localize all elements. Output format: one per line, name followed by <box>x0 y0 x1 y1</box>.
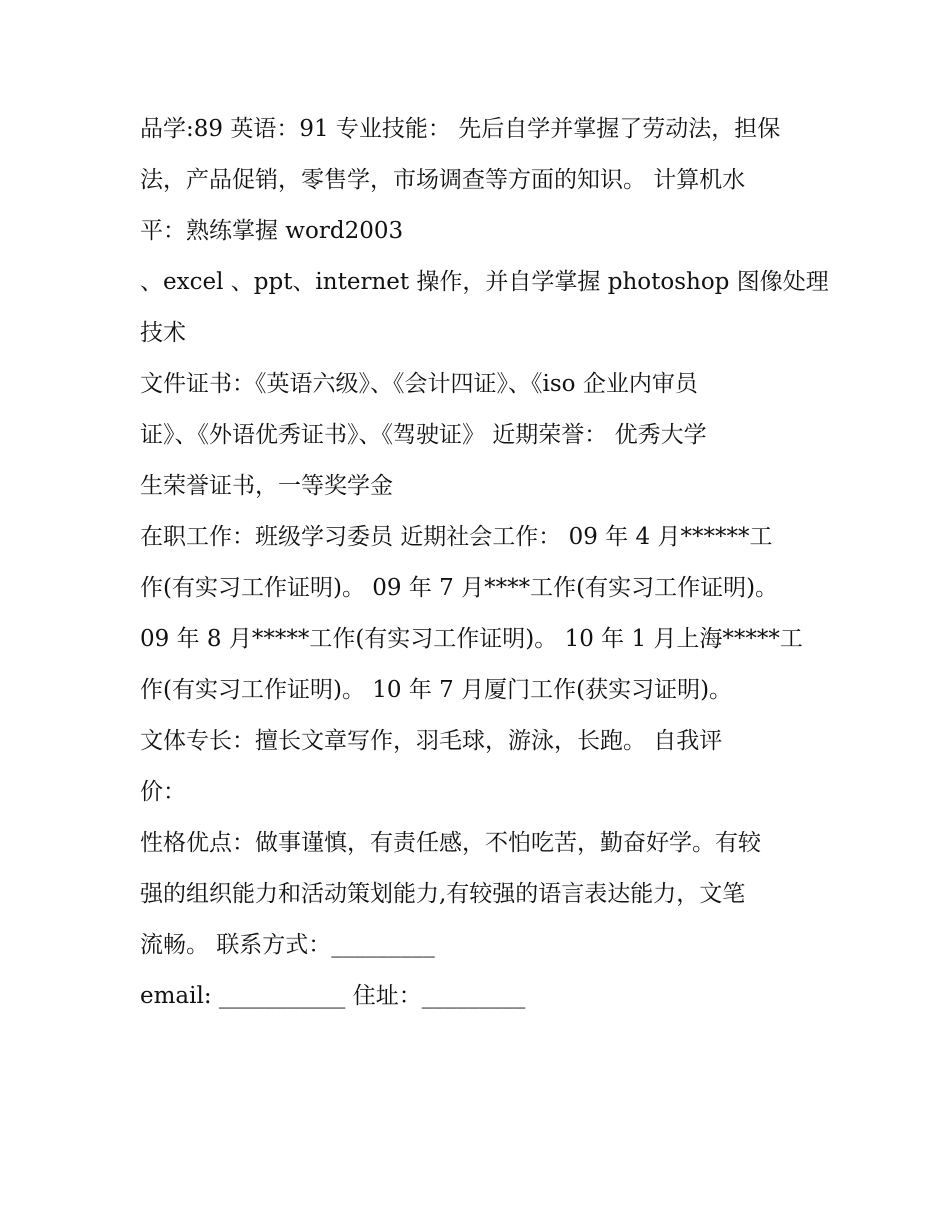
text-line: 文件证书：《英语六级》、《会计四证》、《iso 企业内审员 <box>140 371 698 397</box>
text-line: 性格优点：做事谨慎，有责任感，不怕吃苦，勤奋好学。有较 <box>140 830 761 856</box>
text-line: 强的组织能力和活动策划能力,有较强的语言表达能力，文笔 <box>140 881 746 907</box>
text-line: 法，产品促销，零售学，市场调查等方面的知识。 计算机水 <box>140 167 746 193</box>
text-line: 09 年 8 月*****工作(有实习工作证明)。 10 年 1 月上海*****工 <box>140 626 803 652</box>
text-line: 流畅。 联系方式：_________ <box>140 932 435 958</box>
text-line: 证》、《外语优秀证书》、《驾驶证》 近期荣誉： 优秀大学 <box>140 422 707 448</box>
text-line: 文体专长：擅长文章写作，羽毛球，游泳，长跑。 自我评 <box>140 728 723 754</box>
text-line: 平：熟练掌握 word2003 <box>140 218 404 244</box>
text-line: 品学:89 英语：91 专业技能： 先后自学并掌握了劳动法，担保 <box>140 116 781 142</box>
text-line: 技术 <box>140 320 186 346</box>
text-line: 价： <box>140 779 186 805</box>
text-line: 、excel 、ppt、internet 操作，并自学掌握 photoshop 图像处理 <box>140 269 829 295</box>
text-line: 作(有实习工作证明)。 10 年 7 月厦门工作(获实习证明)。 <box>140 677 733 703</box>
text-line: 生荣誉证书，一等奖学金 <box>140 473 393 499</box>
resume-body <box>140 104 829 1022</box>
text-line: email: ___________ 住址：_________ <box>140 983 526 1009</box>
text-line: 在职工作：班级学习委员 近期社会工作： 09 年 4 月******工 <box>140 524 773 550</box>
text-line: 作(有实习工作证明)。 09 年 7 月****工作(有实习工作证明)。 <box>140 575 779 601</box>
